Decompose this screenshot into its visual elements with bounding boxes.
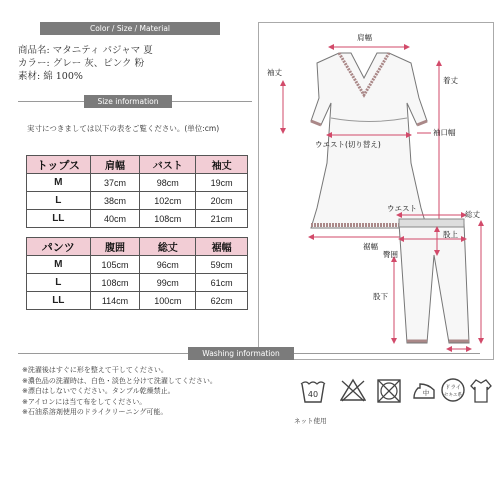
table-cell: 61cm bbox=[196, 274, 248, 292]
size-section-line-right bbox=[172, 101, 252, 102]
garment-diagram bbox=[258, 22, 494, 360]
hang-dry-shirt-icon bbox=[470, 377, 492, 405]
waist-cut-label: ウエスト(切り替え) bbox=[315, 140, 381, 149]
garment-illustration bbox=[259, 23, 495, 361]
total-length-header: 総丈 bbox=[140, 238, 196, 256]
hem-label: 裾幅 bbox=[363, 242, 378, 251]
size-note: 実寸につきましては以下の表をご覧ください。(単位:cm) bbox=[27, 124, 220, 133]
waist-header: 腹囲 bbox=[90, 238, 140, 256]
table-cell: 108cm bbox=[140, 210, 196, 228]
product-color: カラー: グレー 灰、ピンク 粉 bbox=[18, 58, 145, 69]
size-label: LL bbox=[27, 210, 91, 228]
table-cell: 62cm bbox=[196, 292, 248, 310]
washing-information-header: Washing information bbox=[188, 347, 294, 360]
no-tumble-dry-icon bbox=[376, 378, 402, 404]
shoulder-label: 肩幅 bbox=[357, 33, 372, 42]
dry-clean-icon bbox=[440, 377, 466, 403]
table-cell: 100cm bbox=[140, 292, 196, 310]
pants-total-label: 総丈 bbox=[465, 210, 480, 219]
table-row bbox=[27, 174, 248, 192]
table-cell: 59cm bbox=[196, 256, 248, 274]
table-cell: 105cm bbox=[90, 256, 140, 274]
table-cell: 96cm bbox=[140, 256, 196, 274]
bust-header: バスト bbox=[140, 156, 196, 174]
length-label: 着丈 bbox=[443, 76, 458, 85]
table-row bbox=[27, 274, 248, 292]
dry-sub-mark: セキユ系 bbox=[444, 393, 462, 398]
size-section-line-left bbox=[18, 101, 84, 102]
washing-note: ※洗濯後はすぐに形を整えて干してください。 bbox=[22, 366, 168, 374]
product-material: 素材: 綿 100% bbox=[18, 71, 83, 82]
net-use-caption: ネット使用 bbox=[294, 417, 327, 425]
table-cell: 19cm bbox=[196, 174, 248, 192]
product-name: 商品名: マタニティ パジャマ 夏 bbox=[18, 45, 153, 56]
tops-size-table bbox=[26, 155, 248, 228]
table-cell: 40cm bbox=[90, 210, 140, 228]
table-cell: 102cm bbox=[140, 192, 196, 210]
size-label: L bbox=[27, 192, 91, 210]
hem-width-header: 裾幅 bbox=[196, 238, 248, 256]
iron-mark: 中 bbox=[422, 389, 430, 397]
cuff-label: 袖口幅 bbox=[433, 128, 456, 137]
no-bleach-icon bbox=[340, 378, 366, 402]
pants-waistband bbox=[399, 219, 464, 227]
product-info bbox=[18, 44, 153, 83]
pants-rise-label: 股上 bbox=[443, 230, 458, 239]
dry-mark: ドライ bbox=[444, 385, 462, 391]
washing-section-line-left bbox=[18, 353, 188, 354]
washing-notes bbox=[22, 365, 217, 418]
sleeve-label: 袖丈 bbox=[267, 68, 282, 77]
table-cell: 21cm bbox=[196, 210, 248, 228]
table-cell: 20cm bbox=[196, 192, 248, 210]
size-label: L bbox=[27, 274, 91, 292]
table-cell: 108cm bbox=[90, 274, 140, 292]
washing-note: ※濃色品の洗濯時は、白色・淡色と分けて洗濯してください。 bbox=[22, 376, 217, 385]
table-cell: 37cm bbox=[90, 174, 140, 192]
table-row bbox=[27, 192, 248, 210]
size-label: M bbox=[27, 174, 91, 192]
tops-header-row bbox=[27, 156, 248, 174]
shoulder-header: 肩幅 bbox=[90, 156, 140, 174]
wash-tub-40-icon bbox=[300, 378, 326, 404]
washing-note: ※石油系溶剤使用のドライクリーニング可能。 bbox=[22, 408, 168, 417]
wash-temp: 40 bbox=[307, 390, 319, 399]
washing-note: ※アイロンには当て布をしてください。 bbox=[22, 397, 147, 406]
color-size-material-header: Color / Size / Material bbox=[40, 22, 220, 35]
table-cell: 114cm bbox=[90, 292, 140, 310]
pants-hip-label: 臀囲 bbox=[383, 250, 398, 259]
pants-header: パンツ bbox=[27, 238, 91, 256]
pants-waist-label: ウエスト bbox=[387, 204, 417, 213]
washing-section-line-right bbox=[294, 353, 480, 354]
washing-note: ※漂白はしないでください。タンブル乾燥禁止。 bbox=[22, 387, 175, 396]
table-row bbox=[27, 292, 248, 310]
pants-inseam-label: 股下 bbox=[373, 292, 388, 301]
iron-medium-icon bbox=[410, 380, 438, 402]
size-label: LL bbox=[27, 292, 91, 310]
sleeve-header: 袖丈 bbox=[196, 156, 248, 174]
table-row bbox=[27, 210, 248, 228]
table-cell: 99cm bbox=[140, 274, 196, 292]
table-cell: 38cm bbox=[90, 192, 140, 210]
pants-outline bbox=[399, 223, 469, 343]
table-cell: 98cm bbox=[140, 174, 196, 192]
pants-size-table bbox=[26, 237, 248, 310]
pants-header-row bbox=[27, 238, 248, 256]
size-information-header: Size information bbox=[84, 95, 172, 108]
tops-header: トップス bbox=[27, 156, 91, 174]
table-row bbox=[27, 256, 248, 274]
size-label: M bbox=[27, 256, 91, 274]
